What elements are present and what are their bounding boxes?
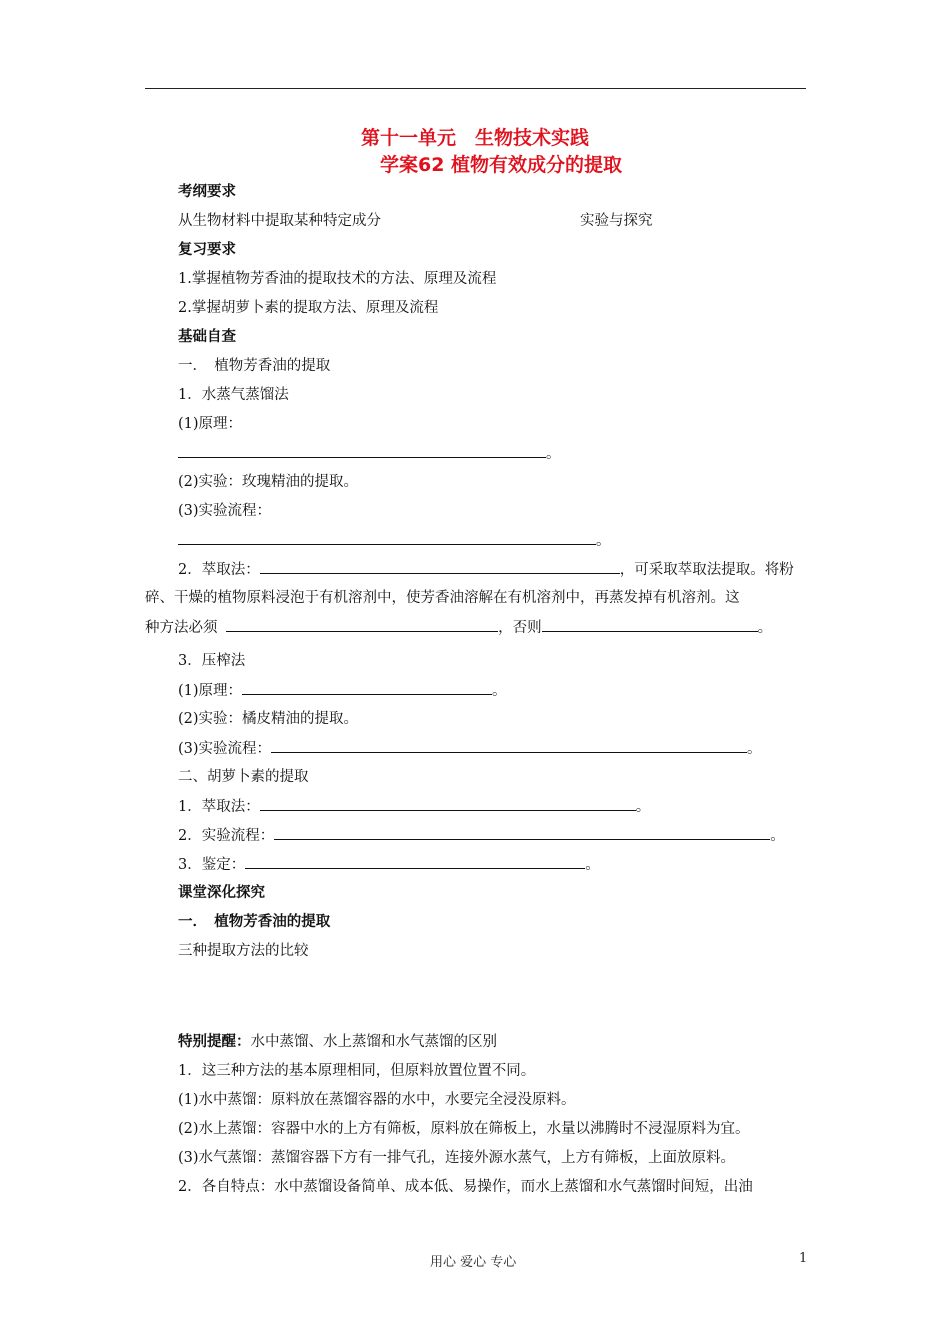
heading-ketang: 课堂深化探究 [178,885,265,901]
fill-blank[interactable] [271,738,747,753]
fill-blank[interactable] [245,854,585,869]
s1-pressing-procedure-label: (3)实验流程： [178,741,272,757]
fill-blank[interactable] [242,680,492,695]
heading-jichu: 基础自查 [178,329,236,345]
fill-blank-row [178,530,611,551]
tip-item-1: 1．这三种方法的基本原理相同，但原料放置位置不同。 [178,1063,536,1079]
s1-extraction-else: ，否则 [498,620,542,636]
kaogang-item: 从生物材料中提取某种特定成分 [178,213,381,229]
fill-blank[interactable] [178,530,596,545]
fuxi-item-2: 2.掌握胡萝卜素的提取方法、原理及流程 [178,300,439,316]
s1-extraction-line3 [145,617,772,638]
ketang-compare: 三种提取方法的比较 [178,943,309,959]
tip-item-2: 2．各自特点：水中蒸馏设备简单、成本低、易操作，而水上蒸馏和水气蒸馏时间短，出油 [178,1179,753,1195]
fill-blank[interactable] [260,796,636,811]
s2-procedure-row [178,825,785,846]
s1-extraction-prefix: 2．萃取法： [178,562,260,578]
tip-item-1a: (1)水中蒸馏：原料放在蒸馏容器的水中，水要完全浸没原料。 [178,1092,576,1108]
s1-extraction-line2: 碎、干燥的植物原料浸泡于有机溶剂中，使芳香油溶解在有机溶剂中，再蒸发掉有机溶剂。这 [145,590,740,606]
s1-principle-label: (1)原理： [178,416,243,432]
tip-label: 特别提醒： [178,1034,251,1050]
tip-text: 水中蒸馏、水上蒸馏和水气蒸馏的区别 [250,1034,497,1050]
s1-extraction-suffix: ，可采取萃取法提取。将粉 [619,562,794,578]
tip-row [178,1032,497,1052]
s1-pressing-principle-label: (1)原理： [178,683,243,699]
s2-identification-label: 3．鉴定： [178,857,246,873]
period: 。 [546,446,561,462]
s1-experiment-orange: (2)实验：橘皮精油的提取。 [178,711,359,727]
page-number: 1 [799,1251,808,1266]
section-1-title: 一． 植物芳香油的提取 [178,358,331,374]
s1-experiment-rose: (2)实验：玫瑰精油的提取。 [178,474,359,490]
fill-blank[interactable] [178,443,546,458]
period: 。 [492,683,507,699]
s2-extraction-row [178,796,650,817]
period: 。 [770,828,785,844]
ketang-section-1: 一． 植物芳香油的提取 [178,914,331,930]
fill-blank[interactable] [274,825,770,840]
period: 。 [747,741,762,757]
s1-extraction-line1 [178,559,794,580]
s1-procedure-label: (3)实验流程： [178,503,272,519]
unit-title: 第十一单元 生物技术实践 [360,127,589,149]
s2-identification-row [178,854,600,875]
s1-steam-distillation: 1．水蒸气蒸馏法 [178,387,289,403]
section-2-title: 二、胡萝卜素的提取 [178,769,309,785]
fill-blank[interactable] [260,559,620,574]
period: 。 [757,620,773,636]
tip-item-1c: (3)水气蒸馏：蒸馏容器下方有一排气孔，连接外源水蒸气，上方有筛板，上面放原料。 [178,1150,736,1166]
fill-blank-row [178,443,561,464]
period: 。 [585,857,600,873]
heading-fuxi: 复习要求 [178,242,236,258]
tip-item-1b: (2)水上蒸馏：容器中水的上方有筛板，原料放在筛板上，水量以沸腾时不浸湿原料为宜。 [178,1121,750,1137]
fill-blank[interactable] [226,617,498,632]
s1-pressing: 3．压榨法 [178,653,246,669]
period: 。 [596,533,611,549]
s1-pressing-procedure-row [178,738,762,759]
footer-slogan: 用心 爱心 专心 [430,1255,517,1270]
lesson-title: 学案62 植物有效成分的提取 [379,154,623,176]
period: 。 [635,799,651,815]
fill-blank[interactable] [542,617,758,632]
s2-extraction-label: 1．萃取法： [178,799,260,815]
s1-pressing-principle-row [178,680,507,701]
kaogang-level: 实验与探究 [580,213,653,229]
s1-extraction-must: 种方法必须 [145,620,218,636]
heading-kaogang: 考纲要求 [178,184,236,200]
fuxi-item-1: 1.掌握植物芳香油的提取技术的方法、原理及流程 [178,271,497,287]
header-rule [145,88,806,89]
s2-procedure-label: 2．实验流程： [178,828,275,844]
